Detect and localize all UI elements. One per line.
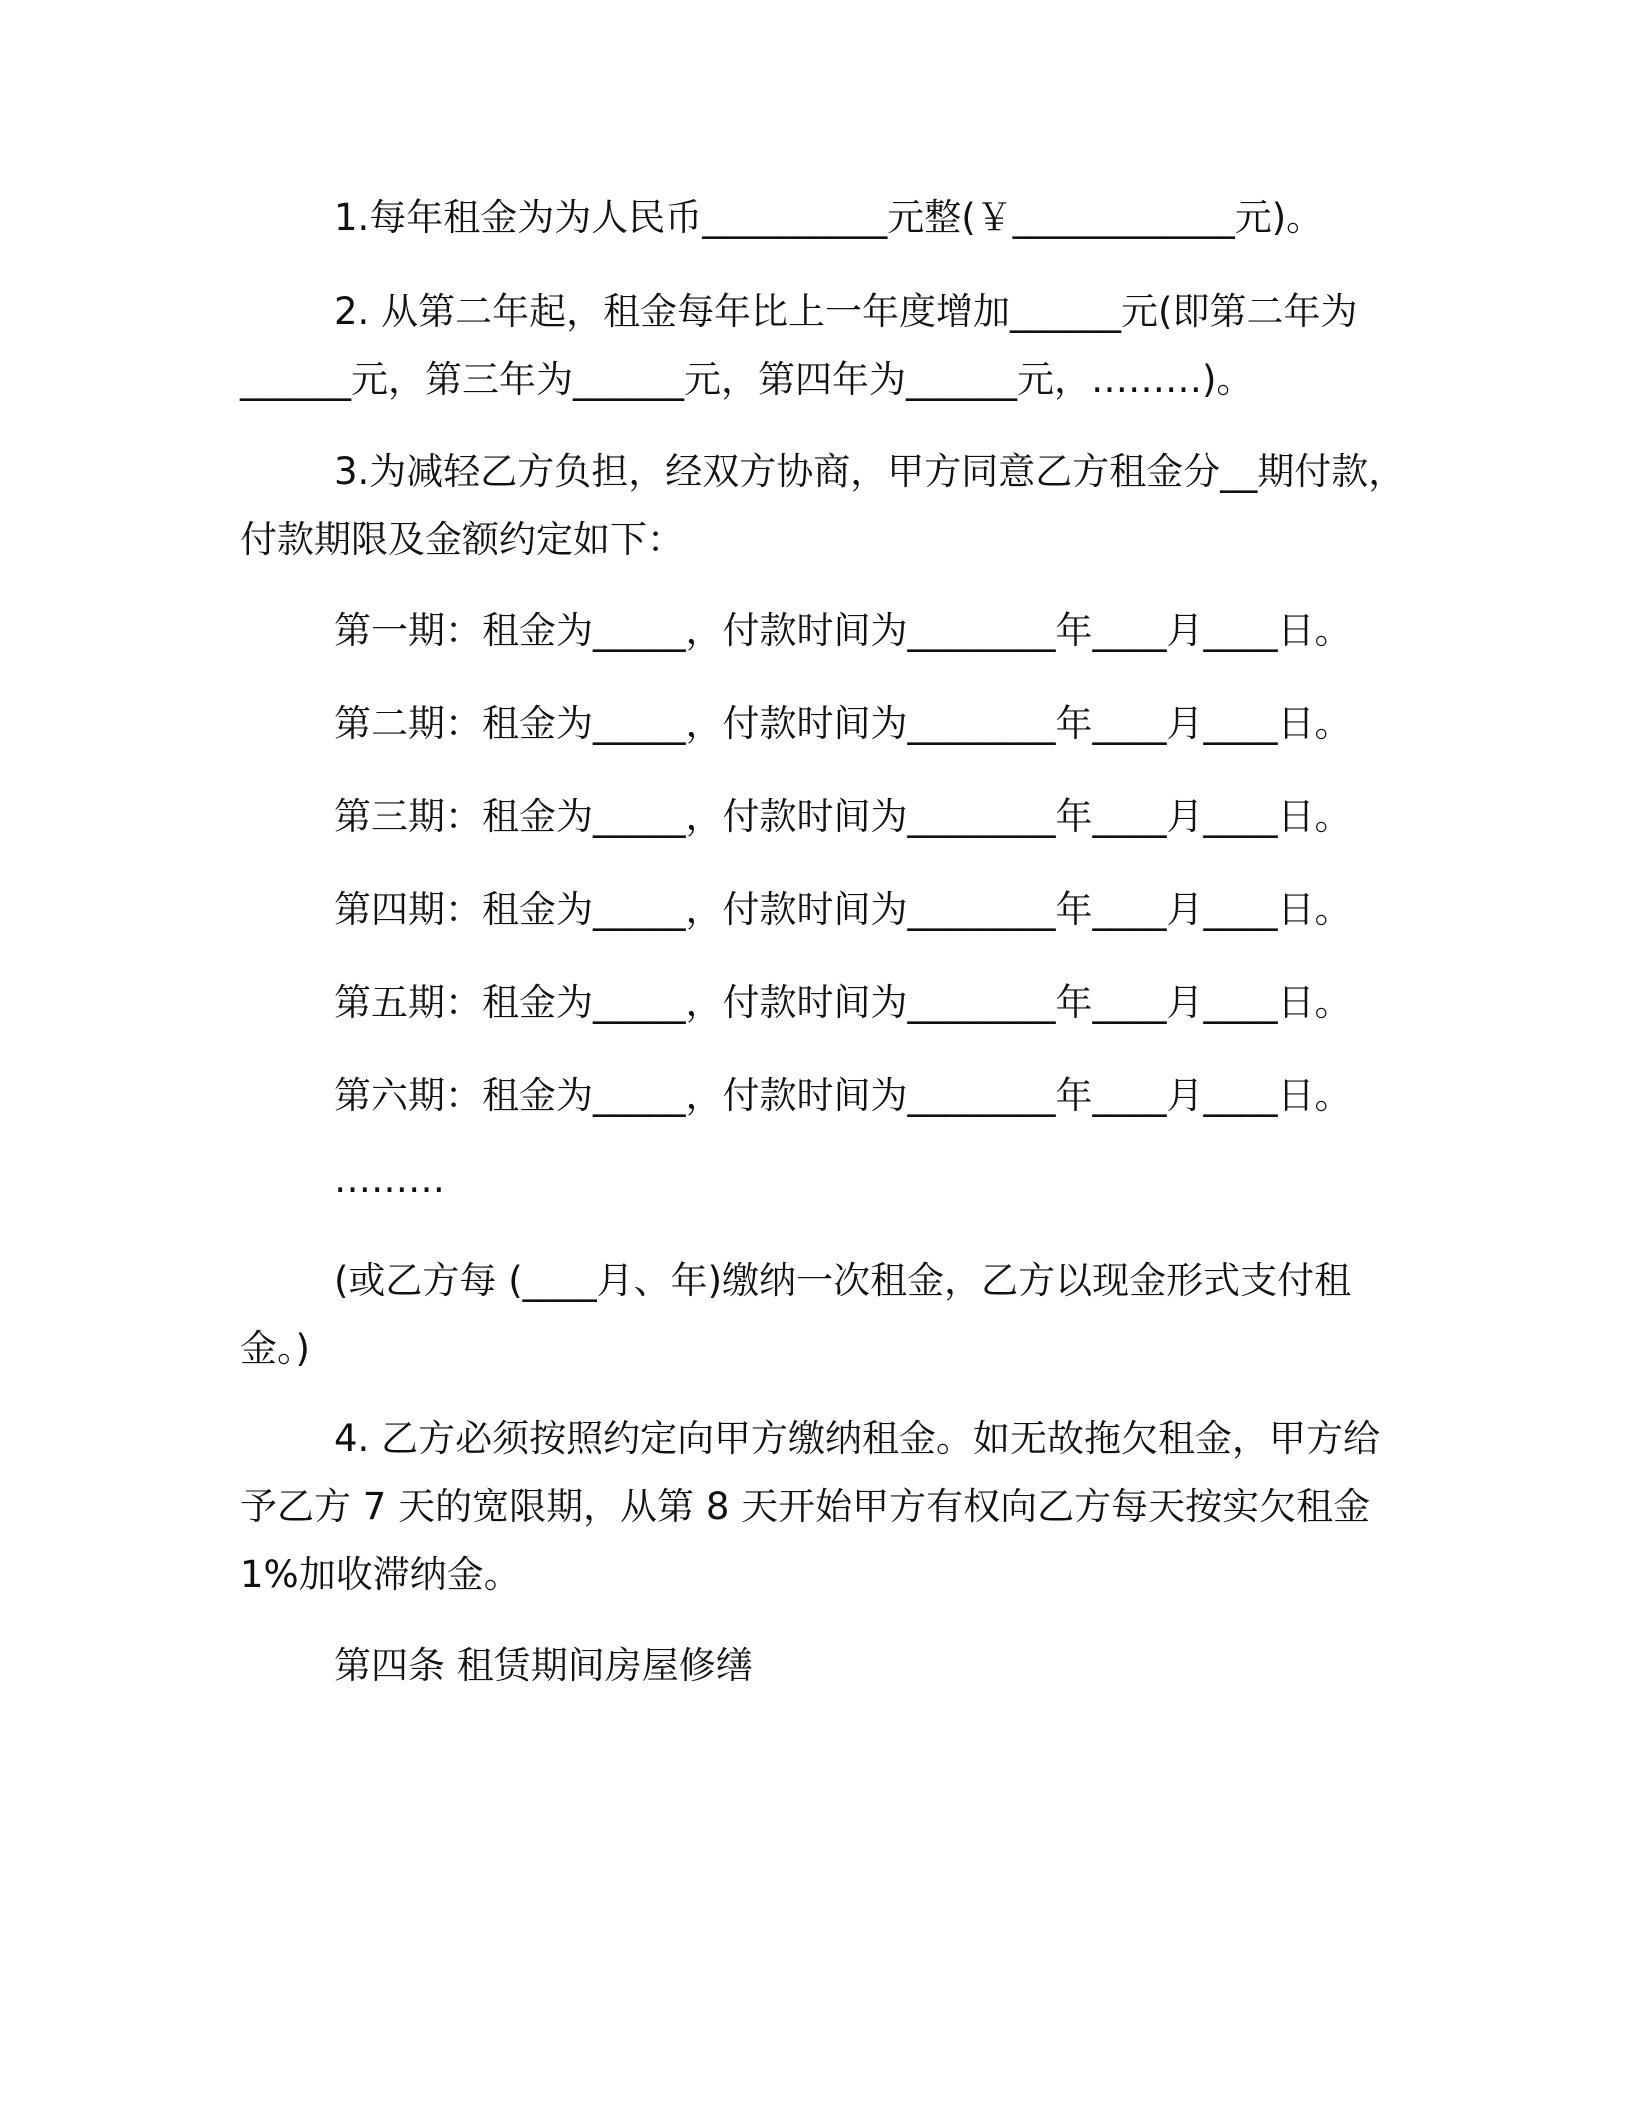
installment-line: 第四期：租金为_____，付款时间为________年____月____日。 <box>334 888 1352 931</box>
paragraph-line: 予乙方 7 天的宽限期，从第 8 天开始甲方有权向乙方每天按实欠租金 <box>240 1485 1371 1528</box>
installment-line: 第二期：租金为_____，付款时间为________年____月____日。 <box>334 702 1352 745</box>
installment-row <box>240 690 1400 758</box>
paragraph-line: 1%加收滞纳金。 <box>240 1553 521 1596</box>
paragraph-line: 1.每年租金为为人民币__________元整(￥____________元)。 <box>334 196 1324 239</box>
installment-row <box>240 1062 1400 1130</box>
installment-line: 第三期：租金为_____，付款时间为________年____月____日。 <box>334 795 1352 838</box>
paragraph-line: 4. 乙方必须按照约定向甲方缴纳租金。如无故拖欠租金，甲方给 <box>334 1417 1381 1460</box>
paragraph-line: 金。) <box>240 1327 310 1370</box>
paragraph-line: 2. 从第二年起，租金每年比上一年度增加______元(即第二年为 <box>334 290 1358 333</box>
paragraph-line: (或乙方每 (____月、年)缴纳一次租金，乙方以现金形式支付租 <box>334 1259 1352 1302</box>
installment-row <box>240 597 1400 665</box>
paragraph-line: ______元，第三年为______元，第四年为______元，………)。 <box>240 358 1254 401</box>
installment-row <box>240 969 1400 1037</box>
ellipsis-text: ……… <box>334 1158 445 1201</box>
installment-line: 第一期：租金为_____，付款时间为________年____月____日。 <box>334 609 1352 652</box>
ellipsis-line <box>240 1146 1400 1214</box>
alt-payment-paragraph <box>240 1247 1400 1383</box>
paragraph-line: 付款期限及金额约定如下： <box>240 518 684 561</box>
rent-increase-paragraph <box>240 278 1400 414</box>
heading-text: 第四条 租赁期间房屋修缮 <box>334 1644 753 1687</box>
installment-row <box>240 783 1400 851</box>
paragraph-line: 3.为减轻乙方负担，经双方协商，甲方同意乙方租金分__期付款， <box>334 450 1406 493</box>
late-fee-paragraph <box>240 1405 1400 1609</box>
installment-line: 第六期：租金为_____，付款时间为________年____月____日。 <box>334 1074 1352 1117</box>
installment-row <box>240 876 1400 944</box>
installments-intro-paragraph <box>240 438 1406 574</box>
article-heading <box>240 1632 1400 1700</box>
installment-line: 第五期：租金为_____，付款时间为________年____月____日。 <box>334 981 1352 1024</box>
rent-annual-paragraph <box>240 184 1400 252</box>
